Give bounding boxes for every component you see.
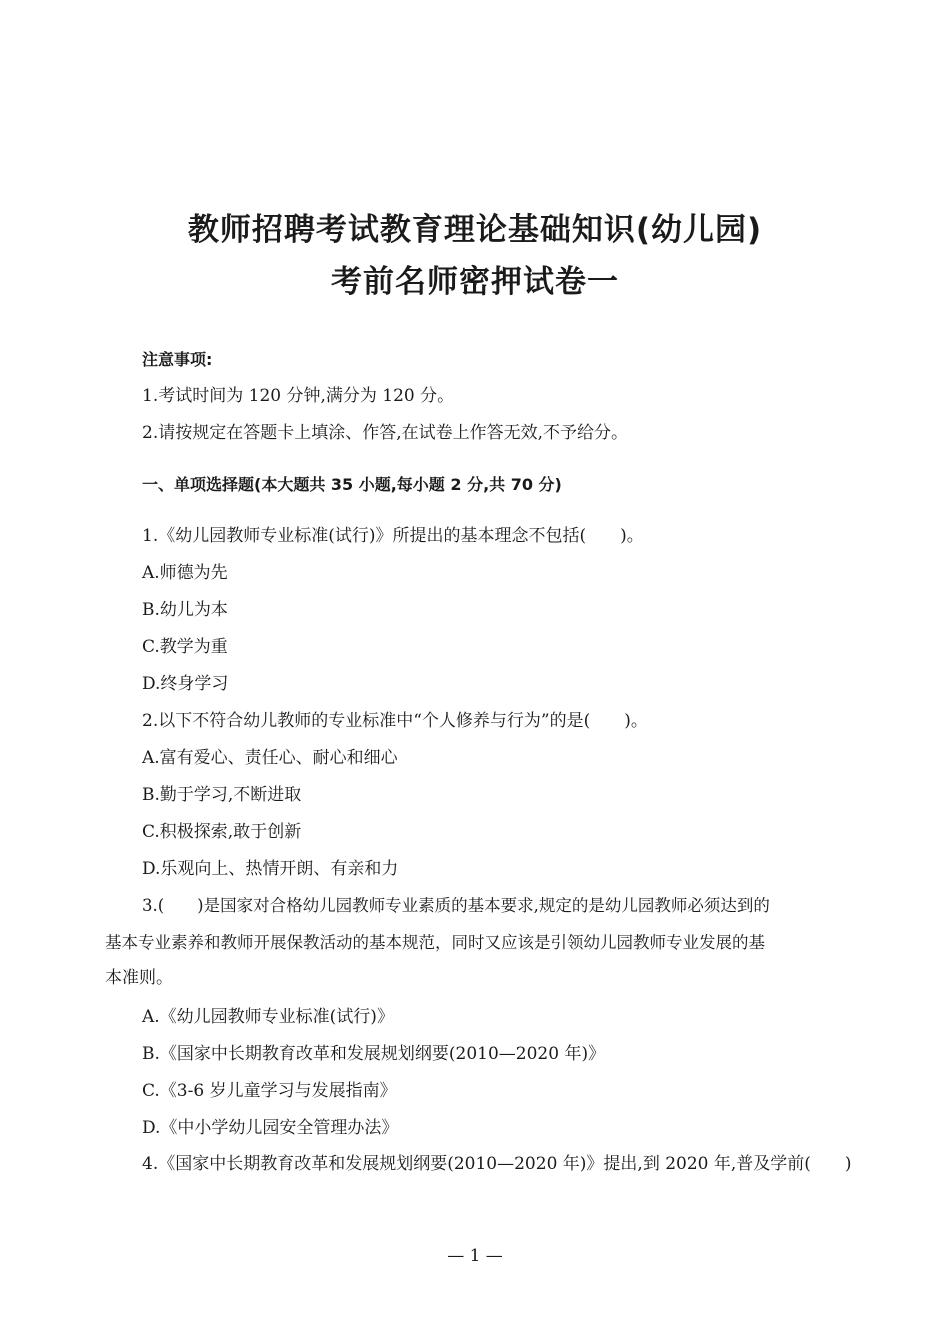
answer-option: A.师德为先 — [142, 563, 228, 583]
answer-option: C.教学为重 — [142, 637, 228, 657]
notice-item: 1.考试时间为 120 分钟,满分为 120 分。 — [142, 386, 455, 406]
section-heading: 一、单项选择题(本大题共 35 小题,每小题 2 分,共 70 分) — [142, 475, 562, 494]
answer-option: C.积极探索,敢于创新 — [142, 822, 302, 842]
answer-option: D.终身学习 — [142, 674, 229, 694]
question-stem-line: 本准则。 — [105, 968, 173, 988]
exam-title: 教师招聘考试教育理论基础知识(幼儿园) — [187, 212, 763, 248]
answer-option: A.《幼儿园教师专业标准(试行)》 — [142, 1007, 394, 1027]
answer-option: B.勤于学习,不断进取 — [142, 785, 302, 805]
question-stem: 1.《幼儿园教师专业标准(试行)》所提出的基本理念不包括( )。 — [142, 526, 644, 546]
page-number: — 1 — — [447, 1246, 503, 1266]
question-stem: 4.《国家中长期教育改革和发展规划纲要(2010—2020 年)》提出,到 2020 年,普及学前( ) — [142, 1154, 852, 1174]
answer-option: D.《中小学幼儿园安全管理办法》 — [142, 1118, 399, 1138]
question-stem: 2.以下不符合幼儿教师的专业标准中“个人修养与行为”的是( )。 — [142, 711, 648, 731]
notice-item: 2.请按规定在答题卡上填涂、作答,在试卷上作答无效,不予给分。 — [142, 423, 629, 443]
answer-option: B.《国家中长期教育改革和发展规划纲要(2010—2020 年)》 — [142, 1044, 606, 1064]
question-stem-line: 3.( )是国家对合格幼儿园教师专业素质的基本要求,规定的是幼儿园教师必须达到的 — [142, 896, 770, 915]
answer-option: B.幼儿为本 — [142, 600, 228, 620]
answer-option: C.《3-6 岁儿童学习与发展指南》 — [142, 1081, 397, 1101]
notice-heading: 注意事项: — [142, 350, 213, 369]
answer-option: D.乐观向上、热情开朗、有亲和力 — [142, 859, 399, 879]
question-stem-line: 基本专业素养和教师开展保教活动的基本规范，同时又应该是引领幼儿园教师专业发展的基 — [105, 933, 765, 952]
exam-subtitle: 考前名师密押试卷一 — [331, 264, 619, 300]
answer-option: A.富有爱心、责任心、耐心和细心 — [142, 748, 398, 768]
